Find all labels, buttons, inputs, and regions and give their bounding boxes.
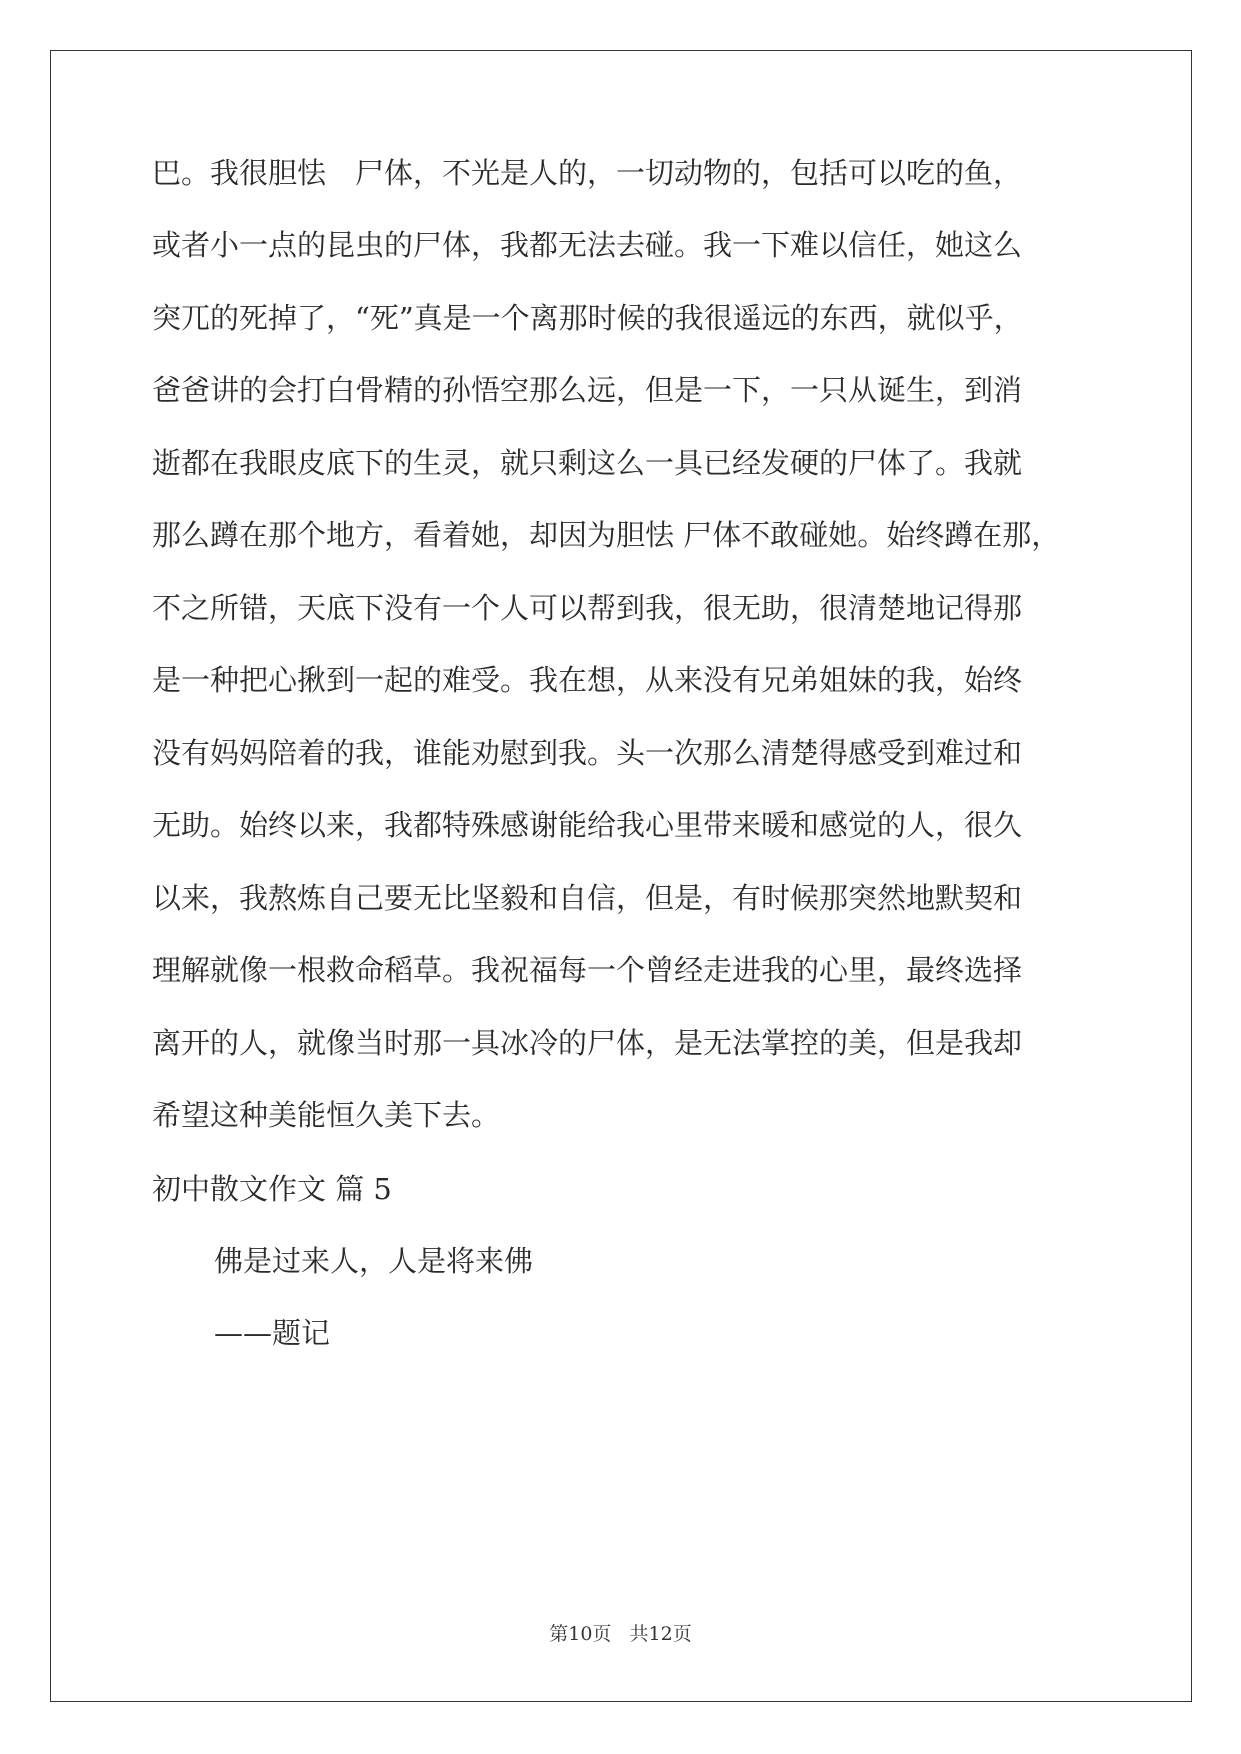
body-line: 不之所错，天底下没有一个人可以帮到我，很无助，很清楚地记得那	[152, 591, 1023, 625]
section-heading: 初中散文作文 篇 5	[152, 1172, 392, 1206]
body-line: 或者小一点的昆虫的尸体，我都无法去碰。我一下难以信任，她这么	[152, 228, 1023, 262]
body-line: 是一种把心揪到一起的难受。我在想，从来没有兄弟姐妹的我，始终	[152, 663, 1023, 697]
body-line: 没有妈妈陪着的我，谁能劝慰到我。头一次那么清楚得感受到难过和	[152, 736, 1023, 770]
body-line: 爸爸讲的会打白骨精的孙悟空那么远，但是一下，一只从诞生，到消	[152, 373, 1023, 407]
epigraph-attribution: ——题记	[214, 1316, 331, 1350]
page-footer: 第10页 共12页	[549, 1623, 692, 1645]
body-line: 离开的人，就像当时那一具冰冷的尸体，是无法掌控的美，但是我却	[152, 1026, 1023, 1060]
body-line: 理解就像一根救命稻草。我祝福每一个曾经走进我的心里，最终选择	[152, 953, 1023, 987]
epigraph: 佛是过来人，人是将来佛	[214, 1244, 534, 1278]
body-line: 以来，我熬炼自己要无比坚毅和自信，但是，有时候那突然地默契和	[152, 881, 1023, 915]
body-line: 突兀的死掉了，“死”真是一个离那时候的我很遥远的东西，就似乎，	[152, 301, 1023, 335]
body-line: 无助。始终以来，我都特殊感谢能给我心里带来暖和感觉的人，很久	[152, 808, 1023, 842]
body-line: 那么蹲在那个地方，看着她，却因为胆怯 尸体不敢碰她。始终蹲在那，	[152, 518, 1061, 552]
body-line: 逝都在我眼皮底下的生灵，就只剩这么一具已经发硬的尸体了。我就	[152, 446, 1023, 480]
body-line: 巴。我很胆怯 尸体，不光是人的，一切动物的，包括可以吃的鱼，	[152, 156, 1023, 190]
body-line: 希望这种美能恒久美下去。	[152, 1098, 501, 1132]
